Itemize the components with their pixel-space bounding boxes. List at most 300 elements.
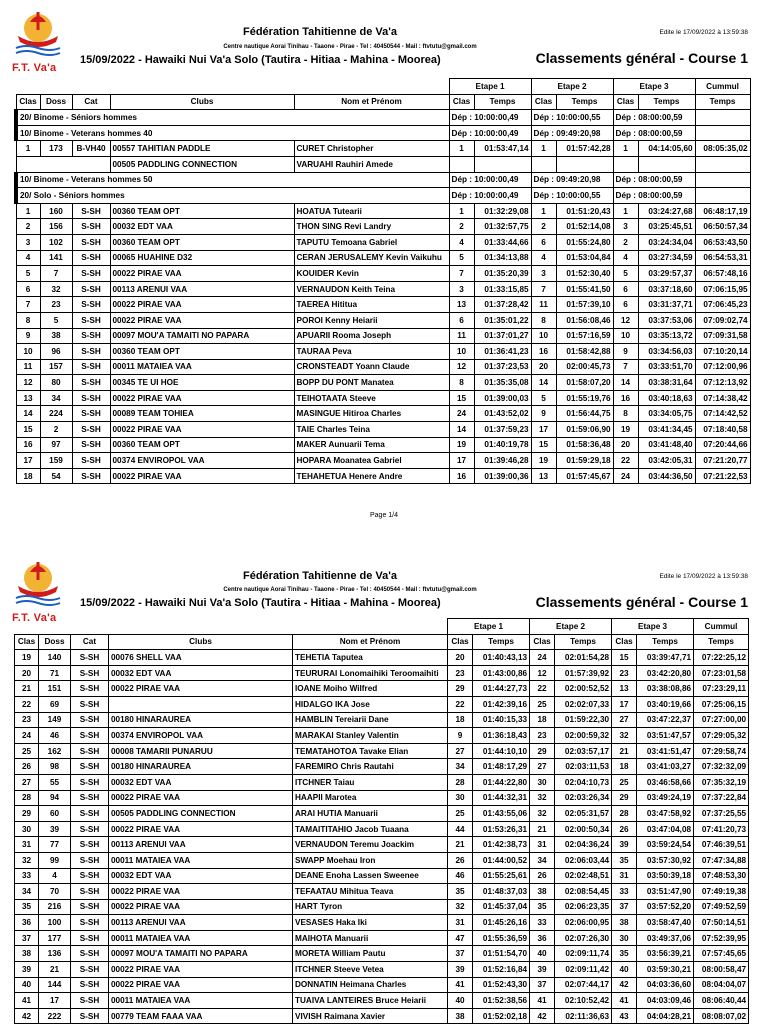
name-cell: TEHAHETUA Henere Andre: [294, 468, 449, 484]
time-etape3: 03:25:45,51: [638, 219, 695, 235]
name-cell: TEURURAI Lonomaihiki Teroomaihiti: [293, 665, 448, 681]
bib-cell: 71: [39, 665, 71, 681]
table-row: [16, 422, 750, 438]
rank-etape2: 6: [531, 234, 556, 250]
club-cell: 00011 MATAIEA VAA: [110, 359, 294, 375]
rank-etape1: 24: [449, 406, 474, 422]
bib-cell: 38: [40, 328, 72, 344]
rank-etape2: 27: [530, 759, 555, 775]
time-etape3: 03:41:03,27: [637, 759, 694, 775]
time-etape1: 01:53:26,31: [473, 821, 530, 837]
table-row: [15, 993, 749, 1009]
category-cell: B-VH40: [72, 141, 110, 157]
rank-etape1: 4: [449, 234, 474, 250]
time-etape3: 03:42:20,80: [637, 665, 694, 681]
table-row: [15, 728, 749, 744]
header-etape1: Etape 1: [448, 619, 530, 635]
rank-etape1: 40: [448, 993, 473, 1009]
time-etape2: 01:56:08,46: [556, 312, 613, 328]
page-number: Page 1/4: [369, 512, 399, 519]
rank-etape1: 18: [448, 712, 473, 728]
name-cell: CERAN JERUSALEMY Kevin Vaikuhu: [294, 250, 449, 266]
table-row: [16, 219, 750, 235]
name-cell: TAURAA Peva: [294, 344, 449, 360]
table-row: [15, 806, 749, 822]
bib-cell: 156: [40, 219, 72, 235]
rank-etape3: 29: [612, 790, 637, 806]
club-cell: 00360 TEAM OPT: [110, 344, 294, 360]
depart-cumul: [695, 172, 750, 188]
rank-cell: 16: [16, 437, 40, 453]
rank-cell: 30: [15, 821, 39, 837]
header-temps-e2: Temps: [555, 634, 612, 650]
time-etape3: 03:59:24,54: [637, 837, 694, 853]
rank-cell: 2: [16, 219, 40, 235]
rank-etape2: 4: [531, 250, 556, 266]
rank-cell: 1: [16, 203, 40, 219]
rank-etape2: 21: [530, 821, 555, 837]
time-etape3: 03:38:08,86: [637, 681, 694, 697]
bib-cell: 96: [40, 344, 72, 360]
time-etape3: 03:49:37,06: [637, 930, 694, 946]
time-etape1: 01:43:00,86: [473, 665, 530, 681]
bib-cell: 102: [40, 234, 72, 250]
time-etape2: 01:57:39,10: [556, 297, 613, 313]
header-temps-e1: Temps: [474, 94, 531, 110]
rank-etape1: 11: [449, 328, 474, 344]
bib-cell: 177: [39, 930, 71, 946]
rank-cell: 14: [16, 406, 40, 422]
time-etape1: 01:52:02,18: [473, 1008, 530, 1024]
depart-etape3: Dép : 08:00:00,59: [613, 172, 695, 188]
club-cell: 00008 TAMARII PUNARUU: [109, 743, 293, 759]
rank-etape3: 43: [612, 1008, 637, 1024]
time-cumul: 07:29:05,32: [694, 728, 749, 744]
header-doss: Doss: [40, 94, 72, 110]
time-etape1: 01:53:47,14: [474, 141, 531, 157]
centre-info: Centre nautique Aorai Tinihau - Taaone - Pirae - Tel : 40450544 - Mail : ftvtutu@gmail.com: [223, 587, 477, 593]
time-etape2: 01:51:20,43: [556, 203, 613, 219]
bib-cell: 151: [39, 681, 71, 697]
category-cell: S-SH: [71, 759, 109, 775]
club-cell: 00022 PIRAE VAA: [109, 790, 293, 806]
name-cell: HART Tyron: [293, 899, 448, 915]
rank-etape3: 20: [613, 437, 638, 453]
bib-cell: 141: [40, 250, 72, 266]
rank-etape2: 7: [531, 281, 556, 297]
bib-cell: 144: [39, 977, 71, 993]
header-etape1: Etape 1: [449, 79, 531, 95]
event-title: 15/09/2022 - Hawaiki Nui Va'a Solo (Tautira - Hitiaa - Mahina - Moorea): [80, 54, 441, 66]
header-clubs: Clubs: [110, 94, 294, 110]
time-etape3: 03:40:18,63: [638, 390, 695, 406]
rank-etape3: 10: [613, 328, 638, 344]
name-cell: TAMAITITAHIO Jacob Tuaana: [293, 821, 448, 837]
time-cumul: 08:04:04,07: [694, 977, 749, 993]
name-cell: IOANE Moiho Wilfred: [293, 681, 448, 697]
header-cat: Cat: [71, 634, 109, 650]
header-blank: [15, 619, 448, 635]
rank-etape2: 1: [531, 141, 556, 157]
rank-etape3: 42: [612, 977, 637, 993]
category-cell: S-SH: [71, 665, 109, 681]
rank-etape1: 22: [448, 696, 473, 712]
depart-cumul: [695, 125, 750, 141]
club-cell: 00065 HUAHINE D32: [110, 250, 294, 266]
bib-cell: 159: [40, 453, 72, 469]
rank-cell: 38: [15, 946, 39, 962]
rank-etape2: 31: [530, 837, 555, 853]
empty-cell: [556, 156, 613, 172]
time-etape2: 02:02:48,51: [555, 868, 612, 884]
name-cell: HAAPII Marotea: [293, 790, 448, 806]
time-cumul: 07:52:39,95: [694, 930, 749, 946]
category-cell: S-SH: [72, 203, 110, 219]
rank-cell: 22: [15, 696, 39, 712]
depart-etape2: Dép : 10:00:00,55: [531, 188, 613, 204]
page-title: Classements général - Course 1: [535, 594, 748, 610]
time-etape3: 03:47:58,92: [637, 806, 694, 822]
time-etape2: 01:55:24,80: [556, 234, 613, 250]
time-etape3: 03:34:56,03: [638, 344, 695, 360]
rank-cell: 21: [15, 681, 39, 697]
table-row: [15, 884, 749, 900]
rank-etape1: 19: [449, 437, 474, 453]
rank-etape2: 40: [530, 946, 555, 962]
rank-etape2: 30: [530, 774, 555, 790]
time-etape1: 01:52:16,84: [473, 962, 530, 978]
category-row: [16, 125, 750, 141]
time-etape3: 04:03:09,46: [637, 993, 694, 1009]
category-cell: S-SH: [72, 297, 110, 313]
rank-etape3: 1: [613, 141, 638, 157]
name-cell: VESASES Haka Iki: [293, 915, 448, 931]
name-cell: FAREMIRO Chris Rautahi: [293, 759, 448, 775]
time-cumul: 07:22:25,12: [694, 650, 749, 666]
bib-cell: 160: [40, 203, 72, 219]
time-etape2: 02:00:52,52: [555, 681, 612, 697]
bib-cell: 140: [39, 650, 71, 666]
rank-etape2: 37: [530, 977, 555, 993]
category-row: [16, 188, 750, 204]
rank-etape2: 13: [531, 468, 556, 484]
rank-etape2: 20: [531, 359, 556, 375]
rank-etape2: 11: [531, 297, 556, 313]
time-etape2: 02:08:54,45: [555, 884, 612, 900]
time-cumul: 07:49:52,59: [694, 899, 749, 915]
name-cell: MAKER Aunuarii Tema: [294, 437, 449, 453]
rank-cell: 7: [16, 297, 40, 313]
depart-etape2: Dép : 10:00:00,55: [531, 110, 613, 126]
rank-etape1: 47: [448, 930, 473, 946]
rank-etape2: 14: [531, 375, 556, 391]
rank-etape3: 40: [612, 962, 637, 978]
rank-etape2: 41: [530, 993, 555, 1009]
time-cumul: 06:48:17,19: [695, 203, 750, 219]
rank-etape1: 20: [448, 650, 473, 666]
rank-cell: 27: [15, 774, 39, 790]
time-etape2: 02:11:36,63: [555, 1008, 612, 1024]
results-page-2: [0, 550, 768, 1024]
club-cell: 00097 MOU'A TAMAITI NO PAPARA: [109, 946, 293, 962]
club-cell: 00180 HINARAUREA: [109, 712, 293, 728]
time-etape3: 03:51:47,57: [637, 728, 694, 744]
time-etape2: 02:00:50,34: [555, 821, 612, 837]
time-etape2: 02:06:03,44: [555, 852, 612, 868]
category-cell: S-SH: [72, 468, 110, 484]
club-cell: 00032 EDT VAA: [110, 219, 294, 235]
club-cell: 00557 TAHITIAN PADDLE: [110, 141, 294, 157]
name-cell: MAIHOTA Manuarii: [293, 930, 448, 946]
bib-cell: 77: [39, 837, 71, 853]
table-row: [15, 696, 749, 712]
name-cell: TEIHOTAATA Steeve: [294, 390, 449, 406]
time-cumul: 07:20:44,66: [695, 437, 750, 453]
header-row-columns: [16, 94, 750, 110]
rank-cell: 15: [16, 422, 40, 438]
category-cell: S-SH: [72, 312, 110, 328]
rank-cell: 37: [15, 930, 39, 946]
name-cell: ARAI HUTIA Manuarii: [293, 806, 448, 822]
rank-etape3: 3: [613, 219, 638, 235]
time-etape1: 01:39:00,03: [474, 390, 531, 406]
rank-etape1: 15: [449, 390, 474, 406]
rank-etape1: 41: [448, 977, 473, 993]
category-cell: S-SH: [71, 774, 109, 790]
rank-etape1: 31: [448, 915, 473, 931]
rank-etape1: 16: [449, 468, 474, 484]
rank-etape3: 26: [612, 821, 637, 837]
time-etape1: 01:42:38,73: [473, 837, 530, 853]
header-clas-e2: Clas: [531, 94, 556, 110]
time-etape2: 02:09:11,42: [555, 962, 612, 978]
time-cumul: 07:27:00,00: [694, 712, 749, 728]
rank-etape1: 3: [449, 281, 474, 297]
name-cell: BOPP DU PONT Manatea: [294, 375, 449, 391]
time-cumul: 07:06:15,95: [695, 281, 750, 297]
header-etape3: Etape 3: [612, 619, 694, 635]
category-cell: S-SH: [71, 790, 109, 806]
rank-cell: 6: [16, 281, 40, 297]
time-etape3: 03:29:57,37: [638, 266, 695, 282]
name-cell: DONNATIN Heimana Charles: [293, 977, 448, 993]
club-cell: 00022 PIRAE VAA: [110, 390, 294, 406]
bib-cell: 99: [39, 852, 71, 868]
rank-etape2: 22: [530, 681, 555, 697]
time-etape3: 03:58:47,40: [637, 915, 694, 931]
rank-etape3: 14: [613, 375, 638, 391]
club-cell: 00022 PIRAE VAA: [110, 297, 294, 313]
club-cell: [109, 696, 293, 712]
rank-cell: 9: [16, 328, 40, 344]
rank-etape3: 1: [613, 203, 638, 219]
bib-cell: 69: [39, 696, 71, 712]
time-etape1: 01:48:17,29: [473, 759, 530, 775]
time-etape3: 03:33:51,70: [638, 359, 695, 375]
time-etape2: 01:56:44,75: [556, 406, 613, 422]
rank-etape2: 26: [530, 868, 555, 884]
rank-cell: 40: [15, 977, 39, 993]
time-cumul: 07:21:22,53: [695, 468, 750, 484]
table-row: [15, 821, 749, 837]
time-cumul: 07:49:19,38: [694, 884, 749, 900]
time-etape3: 04:14:05,60: [638, 141, 695, 157]
time-etape2: 01:55:41,50: [556, 281, 613, 297]
rank-etape3: 21: [612, 743, 637, 759]
table-row: [15, 868, 749, 884]
time-etape3: 03:34:05,75: [638, 406, 695, 422]
time-cumul: 07:12:00,96: [695, 359, 750, 375]
header-clas-e3: Clas: [612, 634, 637, 650]
time-etape3: 03:27:34,59: [638, 250, 695, 266]
time-etape2: 02:01:54,28: [555, 650, 612, 666]
category-cell: S-SH: [71, 884, 109, 900]
time-cumul: 08:00:58,47: [694, 962, 749, 978]
club-cell: 00345 TE UI HOE: [110, 375, 294, 391]
time-etape2: 01:58:36,48: [556, 437, 613, 453]
centre-info: Centre nautique Aorai Tinihau - Taaone - Pirae - Tel : 40450544 - Mail : ftvtutu@gmail.com: [223, 44, 477, 50]
time-etape2: 02:06:00,95: [555, 915, 612, 931]
category-cell: S-SH: [71, 977, 109, 993]
name-cell: HAMBLIN Tereiarii Dane: [293, 712, 448, 728]
category-cell: S-SH: [71, 837, 109, 853]
name-cell: KOUIDER Kevin: [294, 266, 449, 282]
time-etape3: 03:39:47,71: [637, 650, 694, 666]
rank-etape1: 5: [449, 250, 474, 266]
depart-etape1: Dép : 10:00:00,49: [449, 110, 531, 126]
time-etape3: 03:47:22,37: [637, 712, 694, 728]
rank-etape2: 32: [530, 790, 555, 806]
rank-etape3: 17: [612, 696, 637, 712]
name-cell: SWAPP Moehau Iron: [293, 852, 448, 868]
rank-etape2: 24: [530, 650, 555, 666]
time-etape1: 01:33:44,66: [474, 234, 531, 250]
rank-etape2: 35: [530, 899, 555, 915]
time-etape1: 01:43:55,06: [473, 806, 530, 822]
rank-etape2: 17: [531, 422, 556, 438]
page-title: Classements général - Course 1: [535, 50, 748, 66]
rank-etape1: 29: [448, 681, 473, 697]
table-row: [16, 312, 750, 328]
rank-etape3: 37: [612, 899, 637, 915]
club-cell: 00022 PIRAE VAA: [109, 962, 293, 978]
club-cell: 00113 ARENUI VAA: [109, 915, 293, 931]
rank-etape2: 9: [531, 406, 556, 422]
table-row: [16, 375, 750, 391]
rank-etape3: 4: [613, 250, 638, 266]
rank-etape3: 18: [612, 759, 637, 775]
time-etape2: 02:03:11,53: [555, 759, 612, 775]
category-cell: S-SH: [71, 650, 109, 666]
time-etape2: 02:03:26,34: [555, 790, 612, 806]
name-cell: MARAKAI Stanley Valentin: [293, 728, 448, 744]
time-etape3: 03:37:18,60: [638, 281, 695, 297]
rank-etape3: 23: [612, 665, 637, 681]
header-temps-e3: Temps: [638, 94, 695, 110]
rank-etape2: 16: [531, 344, 556, 360]
team-member-row: [16, 156, 750, 172]
rank-etape2: 5: [531, 390, 556, 406]
bib-cell: 162: [39, 743, 71, 759]
rank-cell: 36: [15, 915, 39, 931]
rank-cell: 18: [16, 468, 40, 484]
category-cell: S-SH: [72, 406, 110, 422]
time-etape1: 01:40:43,13: [473, 650, 530, 666]
name-cell: DEANE Enoha Lassen Sweenee: [293, 868, 448, 884]
rank-cell: 35: [15, 899, 39, 915]
name-cell: TAPUTU Temoana Gabriel: [294, 234, 449, 250]
category-cell: S-SH: [71, 915, 109, 931]
time-etape2: 02:09:11,74: [555, 946, 612, 962]
category-cell: S-SH: [71, 806, 109, 822]
time-etape3: 03:38:31,64: [638, 375, 695, 391]
rank-etape3: 12: [613, 312, 638, 328]
rank-etape2: 23: [530, 728, 555, 744]
club-cell: 00097 MOU'A TAMAITI NO PAPARA: [110, 328, 294, 344]
category-cell: S-SH: [71, 852, 109, 868]
table-row: [15, 962, 749, 978]
rank-etape2: 12: [530, 665, 555, 681]
category-cell: S-SH: [72, 344, 110, 360]
header-clas-e1: Clas: [449, 94, 474, 110]
time-etape1: 01:45:37,04: [473, 899, 530, 915]
name-cell: TEMATAHOTOA Tavake Elian: [293, 743, 448, 759]
time-etape1: 01:37:28,42: [474, 297, 531, 313]
rank-etape3: 30: [612, 930, 637, 946]
time-etape1: 01:42:39,16: [473, 696, 530, 712]
bib-cell: 224: [40, 406, 72, 422]
time-etape2: 02:02:07,33: [555, 696, 612, 712]
bib-cell: 54: [40, 468, 72, 484]
category-cell: S-SH: [71, 962, 109, 978]
rank-etape1: 46: [448, 868, 473, 884]
rank-etape1: 38: [448, 1008, 473, 1024]
time-etape1: 01:44:27,73: [473, 681, 530, 697]
time-etape1: 01:36:41,23: [474, 344, 531, 360]
rank-etape1: 25: [448, 806, 473, 822]
bib-cell: 32: [40, 281, 72, 297]
bib-cell: 17: [39, 993, 71, 1009]
rank-etape1: 32: [448, 899, 473, 915]
time-etape1: 01:40:19,78: [474, 437, 531, 453]
header-clubs: Clubs: [109, 634, 293, 650]
federation-title: Fédération Tahitienne de Va'a: [242, 570, 397, 582]
time-etape2: 02:03:57,17: [555, 743, 612, 759]
table-row: [15, 915, 749, 931]
time-cumul: 07:21:20,77: [695, 453, 750, 469]
bib-cell: 5: [40, 312, 72, 328]
rank-etape1: 37: [448, 946, 473, 962]
rank-etape2: 8: [531, 312, 556, 328]
time-cumul: 06:54:53,31: [695, 250, 750, 266]
time-etape1: 01:55:25,61: [473, 868, 530, 884]
time-etape2: 02:07:44,17: [555, 977, 612, 993]
name-cell: TEHETIA Taputea: [293, 650, 448, 666]
rank-cell: 3: [16, 234, 40, 250]
category-cell: S-SH: [71, 728, 109, 744]
category-cell: S-SH: [72, 234, 110, 250]
table-row: [16, 344, 750, 360]
time-cumul: 07:14:38,42: [695, 390, 750, 406]
time-etape1: 01:52:43,30: [473, 977, 530, 993]
rank-etape3: 28: [612, 806, 637, 822]
header-row-columns: [15, 634, 749, 650]
rank-etape3: 24: [613, 468, 638, 484]
rank-etape1: 7: [449, 266, 474, 282]
time-etape1: 01:35:01,22: [474, 312, 531, 328]
rank-cell: 28: [15, 790, 39, 806]
header-row-stages: [16, 79, 750, 95]
